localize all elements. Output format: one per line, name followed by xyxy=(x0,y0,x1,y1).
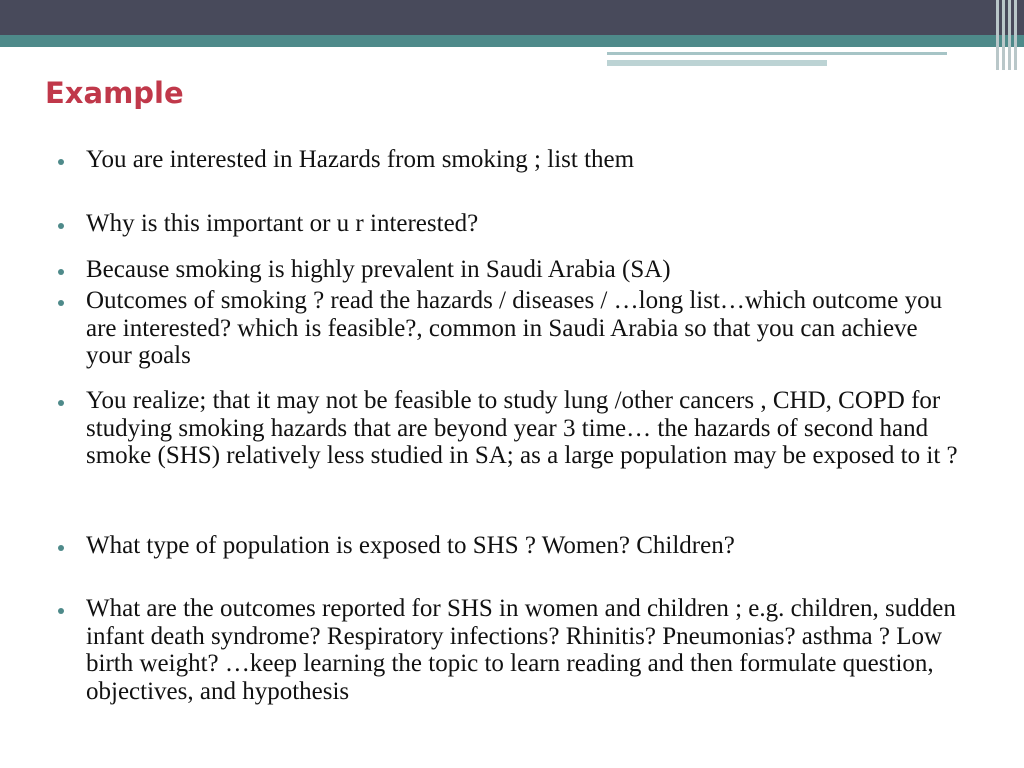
bullet-dot-icon xyxy=(58,545,64,551)
bullet-text: Outcomes of smoking ? read the hazards / diseases / …long list…which outcome you are interested? which is feasible?, common in Saudi Arabia so that you can achieve your goals xyxy=(86,287,943,369)
bullet-item xyxy=(58,256,958,284)
bullet-dot-icon xyxy=(58,608,64,614)
slide-title: Example xyxy=(45,76,184,110)
bullet-item xyxy=(58,287,958,370)
bullet-dot-icon xyxy=(58,300,64,306)
bullet-item xyxy=(58,210,958,238)
bullet-text: You realize; that it may not be feasible to study lung /other cancers , CHD, COPD for studying smoking hazards that are beyond year 3 time… the hazards of second hand smoke (SHS) relatively less studied in SA; as a large population may be exposed to it ? xyxy=(86,387,958,469)
bullet-dot-icon xyxy=(58,400,64,406)
bullet-dot-icon xyxy=(58,269,64,275)
header-bar xyxy=(0,0,1024,35)
bullet-dot-icon xyxy=(58,223,64,229)
bullet-item xyxy=(58,387,958,470)
header-accent-line xyxy=(607,52,947,55)
bullet-dot-icon xyxy=(58,159,64,165)
header-accent-line-secondary xyxy=(607,60,827,66)
bullet-item xyxy=(58,146,958,174)
header-accent-band xyxy=(0,35,1024,47)
bullet-text: What are the outcomes reported for SHS in women and children ; e.g. children, sudden infant death syndrome? Respiratory infections? Rhinitis? Pneumonias? asthma ? Low birth weight? …keep learning the topic to learn reading and then formulate question, objectives, and hypothesis xyxy=(86,595,956,705)
bullet-text: Because smoking is highly prevalent in Saudi Arabia (SA) xyxy=(86,256,671,283)
bullet-text: You are interested in Hazards from smoking ; list them xyxy=(86,146,635,173)
bullet-text: What type of population is exposed to SHS ? Women? Children? xyxy=(86,532,735,559)
header-decoration xyxy=(994,0,1024,70)
bullet-item xyxy=(58,595,958,705)
bullet-item xyxy=(58,532,958,560)
bullet-text: Why is this important or u r interested? xyxy=(86,210,479,237)
